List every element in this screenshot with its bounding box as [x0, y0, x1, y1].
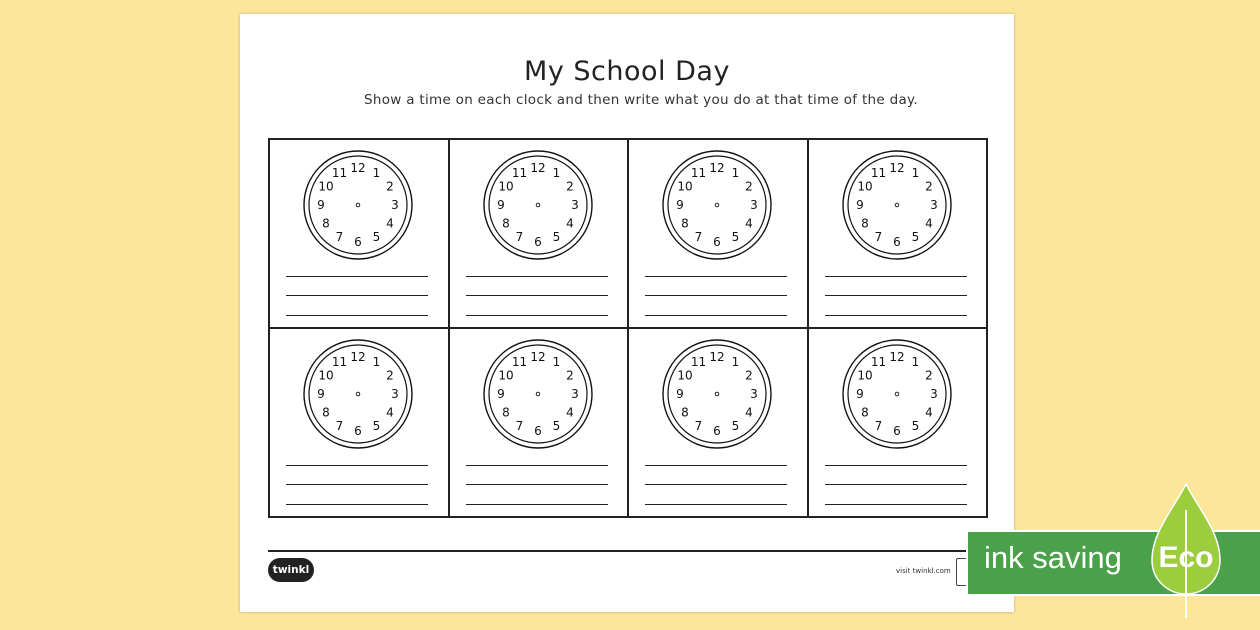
clock-number: 9 — [676, 198, 684, 212]
clock-number: 11 — [511, 355, 527, 369]
clock-number: 6 — [533, 424, 542, 438]
clock-number: 10 — [497, 179, 514, 194]
clock-number: 9 — [496, 198, 505, 212]
clock-center-dot — [536, 392, 540, 396]
clock-number: 8 — [501, 216, 510, 231]
clock-number: 5 — [552, 419, 560, 433]
clock-number: 6 — [892, 424, 901, 438]
page-title: My School Day — [524, 56, 730, 87]
ink-saving-label: ink saving — [984, 540, 1122, 575]
clock-number: 7 — [335, 230, 344, 244]
instructions: Show a time on each clock and then write what you do at that time of the day. — [364, 92, 918, 108]
clock-number: 8 — [860, 405, 869, 420]
visit-link[interactable]: visit twinkl.com — [896, 567, 951, 575]
clock-face-icon — [483, 150, 593, 260]
clock-cell — [449, 139, 629, 328]
writing-line[interactable] — [466, 295, 608, 296]
clock-number: 7 — [335, 419, 344, 433]
clock-cell — [808, 328, 988, 517]
clock-number: 11 — [690, 166, 707, 180]
clock-number: 4 — [924, 405, 933, 420]
clock-number: 12 — [529, 350, 546, 364]
writing-line[interactable] — [466, 484, 608, 485]
writing-line[interactable] — [466, 504, 608, 505]
clock-center-dot — [536, 203, 540, 207]
clock-number: 11 — [870, 355, 886, 369]
clock-number: 10 — [677, 368, 693, 383]
clock-number: 12 — [888, 161, 905, 175]
clock-number: 12 — [529, 161, 546, 175]
clock-face-icon — [483, 339, 593, 449]
clock-center-dot — [895, 203, 899, 207]
clock-cell — [628, 139, 808, 328]
clock-number: 8 — [501, 405, 510, 420]
clock-number: 1 — [372, 355, 381, 369]
footer-divider — [268, 550, 988, 552]
clock-number: 6 — [354, 424, 362, 438]
clock-number: 6 — [892, 235, 901, 249]
clock-center-dot — [356, 203, 360, 207]
clock-number: 8 — [322, 216, 330, 231]
clock-number: 11 — [870, 166, 886, 180]
writing-line[interactable] — [286, 484, 428, 485]
clock-number: 6 — [713, 424, 721, 438]
clock-number: 11 — [331, 355, 348, 369]
writing-line[interactable] — [645, 465, 787, 466]
clock-number: 2 — [386, 179, 394, 194]
clock-cell — [269, 328, 449, 517]
clock-number: 10 — [856, 368, 873, 383]
clock-number: 11 — [690, 355, 707, 369]
clock-number: 5 — [731, 230, 740, 244]
writing-line[interactable] — [466, 465, 608, 466]
writing-line[interactable] — [825, 504, 967, 505]
eco-label: Eco — [1158, 541, 1214, 574]
clock-number: 10 — [677, 179, 693, 194]
clock-number: 4 — [386, 216, 394, 231]
clock-cell — [808, 139, 988, 328]
clock-number: 3 — [570, 387, 579, 401]
clock-center-dot — [356, 392, 360, 396]
clock-number: 3 — [391, 198, 399, 212]
clock-number: 12 — [350, 350, 366, 364]
clock-face-icon — [303, 150, 413, 260]
clock-center-dot — [715, 203, 719, 207]
writing-line[interactable] — [286, 315, 428, 316]
clock-number: 5 — [911, 230, 919, 244]
writing-line[interactable] — [825, 276, 967, 277]
clock-number: 9 — [317, 198, 325, 212]
clock-number: 8 — [322, 405, 330, 420]
clock-number: 10 — [318, 368, 334, 383]
clock-number: 6 — [713, 235, 721, 249]
clock-number: 4 — [565, 405, 574, 420]
clock-number: 12 — [888, 350, 905, 364]
worksheet-page — [240, 14, 1014, 612]
clock-number: 2 — [924, 368, 933, 383]
clock-number: 4 — [565, 216, 574, 231]
clock-number: 6 — [533, 235, 542, 249]
clock-number: 4 — [924, 216, 933, 231]
clock-number: 8 — [681, 216, 689, 231]
writing-line[interactable] — [466, 276, 608, 277]
clock-number: 3 — [929, 387, 938, 401]
writing-line[interactable] — [286, 295, 428, 296]
clock-face-icon — [662, 339, 772, 449]
clock-number: 8 — [681, 405, 689, 420]
clock-cell — [449, 328, 629, 517]
clock-number: 7 — [694, 419, 703, 433]
writing-line[interactable] — [466, 315, 608, 316]
clock-number: 5 — [911, 419, 919, 433]
clock-number: 3 — [750, 198, 758, 212]
writing-line[interactable] — [645, 315, 787, 316]
clock-number: 12 — [709, 161, 725, 175]
writing-line[interactable] — [286, 465, 428, 466]
clock-number: 7 — [515, 230, 523, 244]
clock-number: 4 — [386, 405, 394, 420]
clock-number: 1 — [552, 355, 560, 369]
clock-number: 1 — [372, 166, 381, 180]
clock-number: 9 — [496, 387, 505, 401]
clock-number: 8 — [860, 216, 869, 231]
clock-number: 7 — [694, 230, 703, 244]
clock-center-dot — [715, 392, 719, 396]
clock-number: 3 — [929, 198, 938, 212]
clock-center-dot — [895, 392, 899, 396]
clock-number: 1 — [911, 166, 919, 180]
clock-number: 12 — [709, 350, 725, 364]
clock-number: 5 — [552, 230, 560, 244]
clock-number: 12 — [350, 161, 366, 175]
clock-number: 1 — [911, 355, 919, 369]
clock-number: 5 — [731, 419, 740, 433]
clock-number: 2 — [745, 179, 753, 194]
clock-number: 9 — [317, 387, 325, 401]
clock-number: 4 — [745, 216, 753, 231]
clock-number: 9 — [855, 198, 864, 212]
writing-line[interactable] — [645, 276, 787, 277]
clock-number: 2 — [745, 368, 753, 383]
clock-number: 4 — [745, 405, 753, 420]
writing-line[interactable] — [645, 484, 787, 485]
clock-number: 3 — [570, 198, 579, 212]
clock-number: 3 — [750, 387, 758, 401]
clock-face-icon — [303, 339, 413, 449]
writing-line[interactable] — [286, 504, 428, 505]
clock-number: 1 — [731, 355, 740, 369]
clock-number: 2 — [386, 368, 394, 383]
clock-number: 7 — [874, 230, 882, 244]
clock-number: 1 — [731, 166, 740, 180]
writing-line[interactable] — [825, 484, 967, 485]
clock-face-icon — [842, 339, 952, 449]
clock-number: 2 — [924, 179, 933, 194]
writing-line[interactable] — [825, 315, 967, 316]
clock-number: 10 — [856, 179, 873, 194]
writing-line[interactable] — [286, 276, 428, 277]
clock-number: 1 — [552, 166, 560, 180]
clock-number: 3 — [391, 387, 399, 401]
writing-line[interactable] — [645, 504, 787, 505]
writing-line[interactable] — [825, 465, 967, 466]
clock-number: 7 — [515, 419, 523, 433]
writing-line[interactable] — [825, 295, 967, 296]
clock-face-icon — [662, 150, 772, 260]
clock-number: 9 — [855, 387, 864, 401]
clock-number: 2 — [565, 179, 574, 194]
clock-number: 11 — [331, 166, 348, 180]
clock-number: 10 — [497, 368, 514, 383]
clock-number: 9 — [676, 387, 684, 401]
clock-number: 10 — [318, 179, 334, 194]
clock-number: 7 — [874, 419, 882, 433]
clock-number: 5 — [372, 419, 381, 433]
clock-number: 5 — [372, 230, 381, 244]
clock-number: 6 — [354, 235, 362, 249]
writing-line[interactable] — [645, 295, 787, 296]
clock-number: 2 — [565, 368, 574, 383]
clock-number: 11 — [511, 166, 527, 180]
clock-cell — [269, 139, 449, 328]
clock-grid — [268, 138, 988, 518]
clock-face-icon — [842, 150, 952, 260]
twinkl-logo: twinkl — [268, 558, 314, 582]
clock-cell — [628, 328, 808, 517]
